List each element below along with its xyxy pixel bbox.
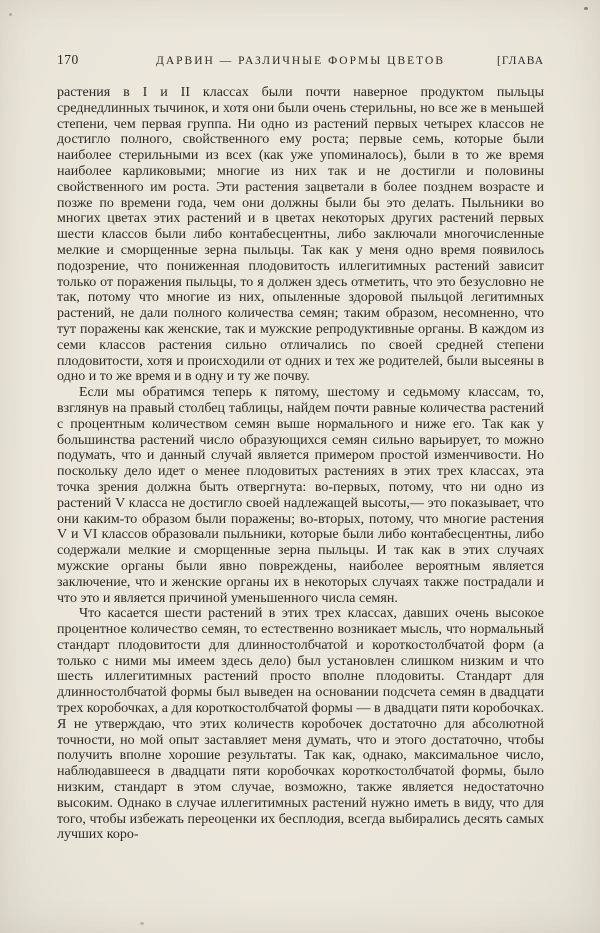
scan-artifact — [140, 922, 144, 925]
scan-artifact — [584, 7, 588, 10]
page-body — [57, 85, 544, 843]
paragraph: Что касается шести растений в этих трех классах, давших очень высокое процентное количество семян, то естественно возникает мысль, что нормальный стандарт плодовитости для длинностолбчатой и короткостолбчатой форм (а только с ними мы имеем здесь дело) был установлен слишком низким и что шесть иллегитимных растений просто вполне плодовиты. Стандарт для длинностолбчатой формы был выведен на основании подсчета семян в двадцати трех коробочках, а для короткостолбчатой формы — в двадцати пяти коробочках. Я не утверждаю, что этих количеств коробочек достаточно для абсолютной точности, но мой опыт заставляет меня думать, что и этого достаточно, чтобы получить вполне хорошие результаты. Так как, однако, максимальное число, наблюдавшееся в двадцати пяти коробочках короткостолбчатой формы, было низким, стандарт в этом случае, возможно, также является недостаточно высоким. Однако в случае иллегитимных растений нужно иметь в виду, что для того, чтобы избежать переоценки их бесплодия, всегда выбирались десять самых лучших коро- — [57, 606, 544, 843]
page-number: 170 — [57, 52, 79, 67]
scan-artifact — [9, 13, 12, 16]
running-title: ДАРВИН — РАЗЛИЧНЫЕ ФОРМЫ ЦВЕТОВ — [156, 55, 445, 67]
paragraph-continuation: растения в I и II классах были почти наверное продуктом пыльцы среднедлинных тычинок, и хотя они были очень стерильны, но все же в меньшей степени, чем первая группа. Ни одно из растений первых четырех классов не достигло полного, свойственного ему роста; первые семь, которые были наиболее стерильными из всех (как уже упоминалось), были в то же время наиболее карликовыми; многие из них так и не достигли и половины свойственного им роста. Эти растения зацветали в более позднем возрасте и позже по времени года, чем они должны были бы это делать. Пыльники во многих цветах этих растений и в цветах некоторых других растений первых шести классов были либо контабесцентны, либо заключали многочисленные мелкие и сморщенные зерна пыльцы. Так как у меня одно время появилось подозрение, что пониженная плодовитость иллегитимных растений зависит только от поражения пыльцы, то я должен здесь отметить, что это безусловно не так, потому что многие из них, опыленные здоровой пыльцой легитимных растений, не дали полного количества семян; таким образом, несомненно, что тут поражены как женские, так и мужские репродуктивные органы. В каждом из семи классов растения сильно отличались по своей средней степени плодовитости, хотя и происходили от одних и тех же родителей, были высеяны в одно и то же время и в одну и ту же почву. — [57, 85, 544, 385]
running-header — [57, 52, 544, 68]
chapter-marker: [ГЛАВА — [497, 55, 544, 67]
paragraph: Если мы обратимся теперь к пятому, шестому и седьмому классам, то, взглянув на правый столбец таблицы, найдем почти равные количества растений с процентным количеством семян выше нормального и ниже его. Так как у большинства растений число образующихся семян сильно варьирует, то можно подумать, что и данный случай является примером простой изменчивости. Но поскольку дело идет о менее плодовитых растениях в этих трех классах, эта точка зрения должна быть отвергнута: во-первых, потому, что ни одно из растений V класса не достигло своей надлежащей высоты,— это показывает, что они каким-то образом были поражены; во-вторых, потому, что многие растения V и VI классов образовали пыльники, которые были либо контабесцентны, либо содержали мелкие и сморщенные зерна пыльцы. И так как в этих случаях мужские органы были явно повреждены, наиболее вероятным является заключение, что и женские органы их в некоторых случаях также пострадали и что это и является причиной уменьшенного числа семян. — [57, 385, 544, 606]
